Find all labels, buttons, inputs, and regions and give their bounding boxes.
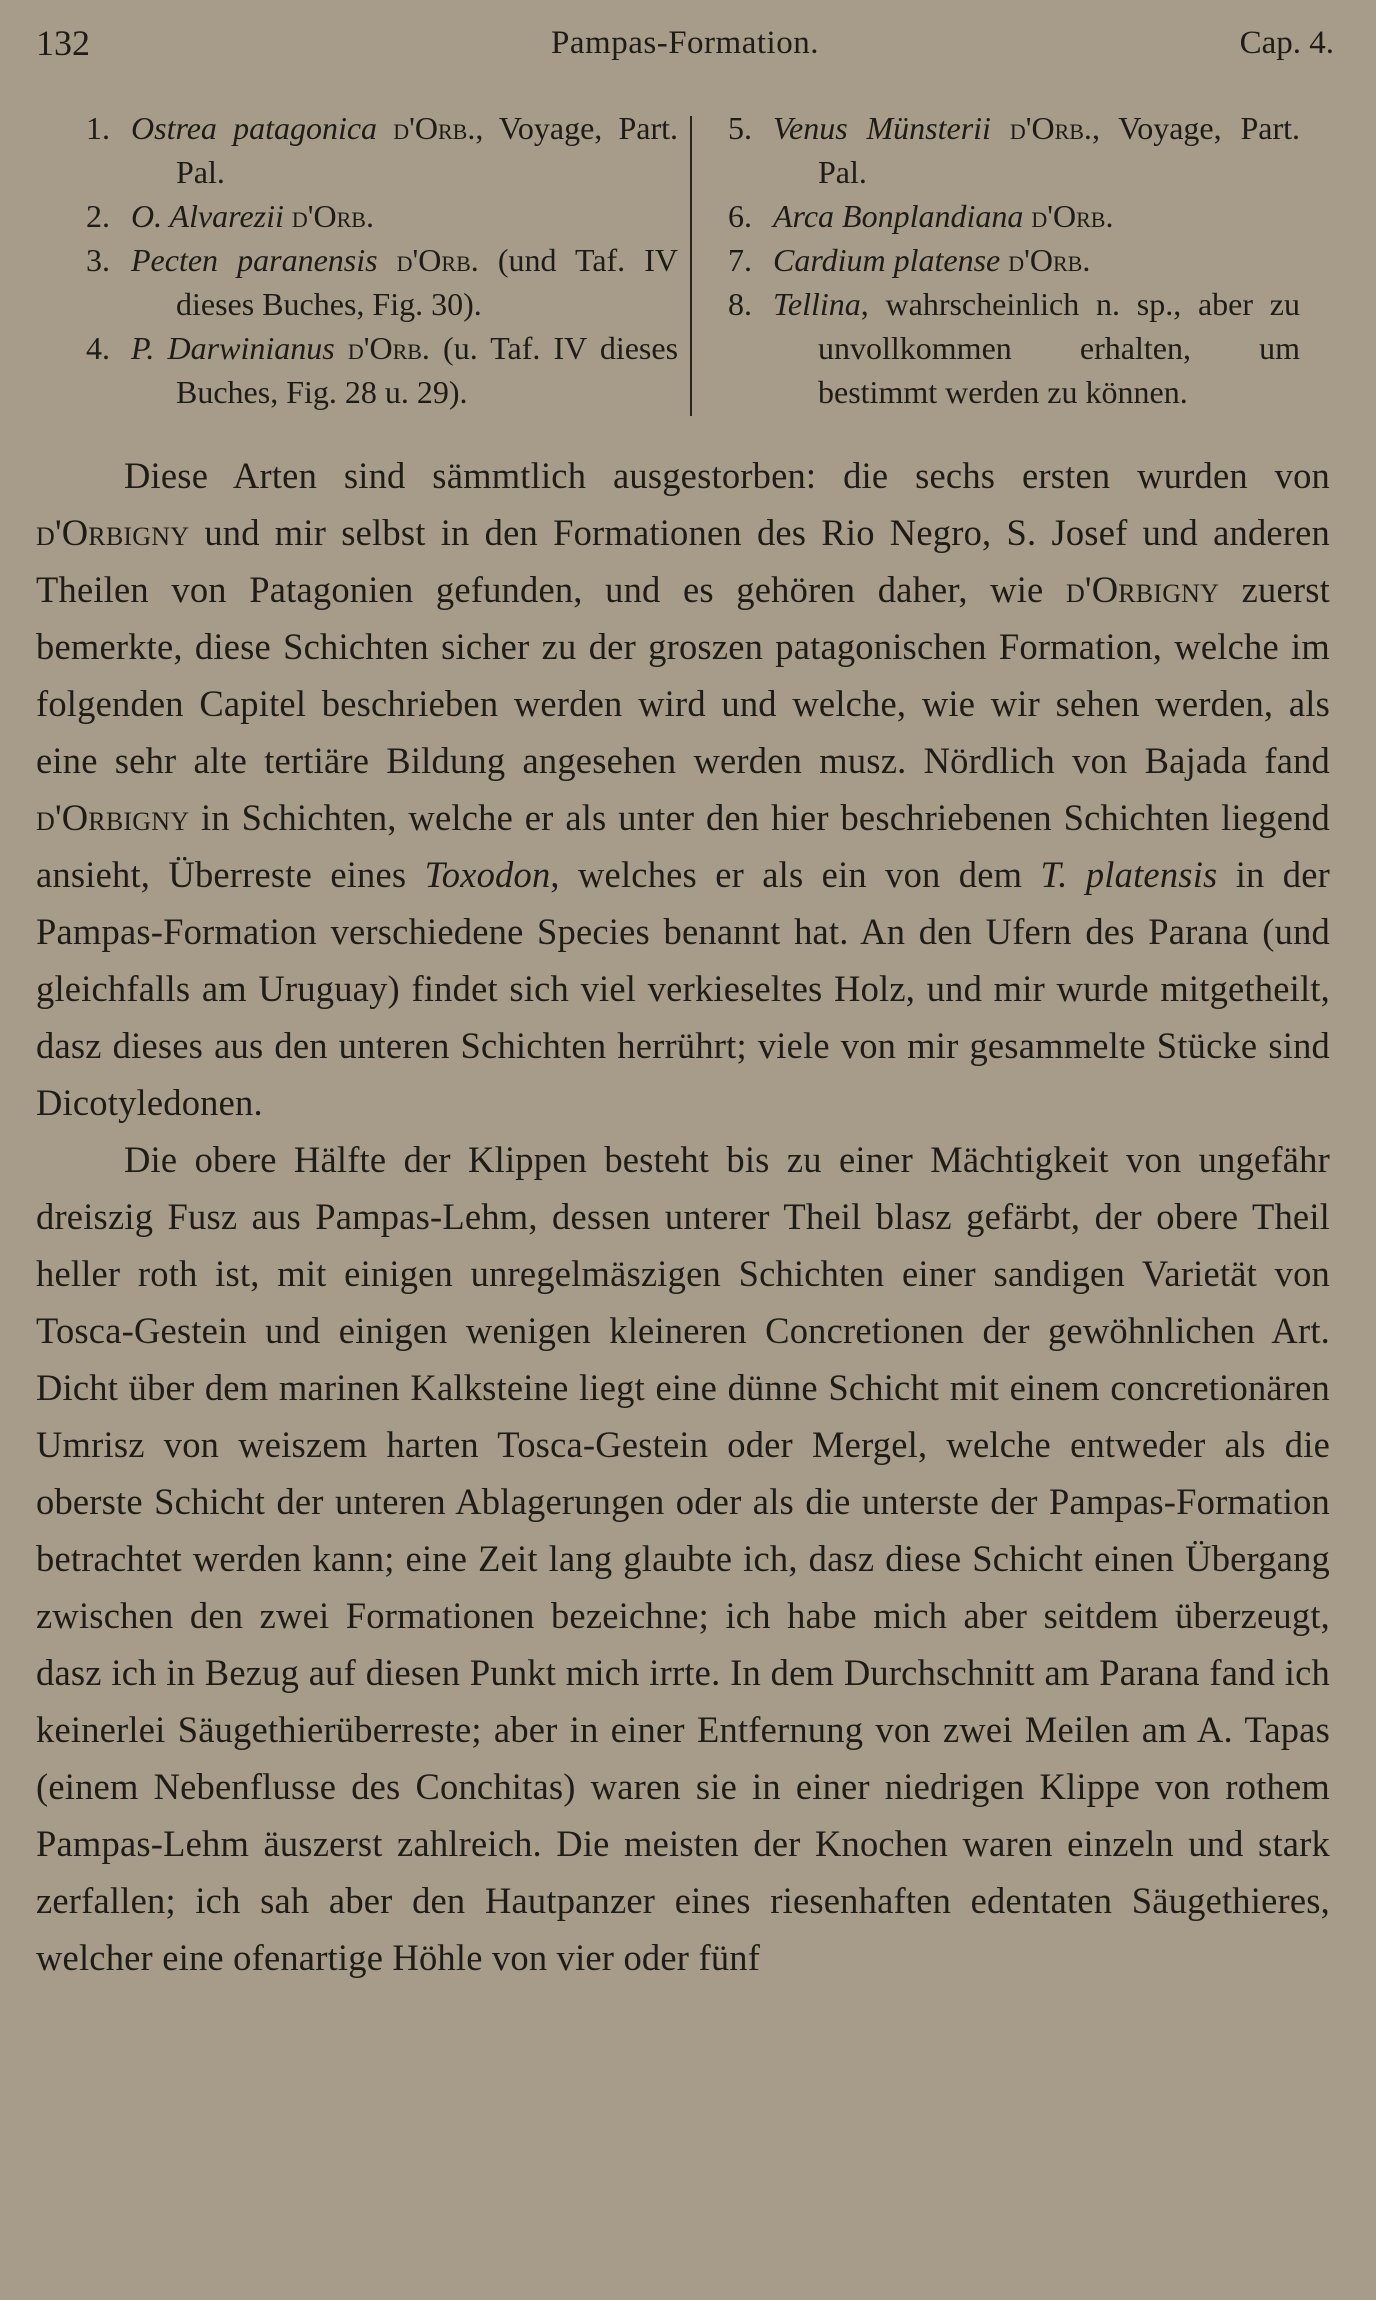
body-text xyxy=(36,447,1330,1986)
chapter-label: Cap. 4. xyxy=(1239,25,1334,61)
species-item: 6. Arca Bonplandiana d'Orb. xyxy=(728,198,1114,234)
species-item: 5. Venus Münsterii d'Orb., Voyage, Part. Pal. xyxy=(728,110,1301,190)
author-name: d'Orbigny xyxy=(36,512,190,553)
author-name: d'Orbigny xyxy=(36,797,190,838)
species-item: 1. Ostrea patagonica d'Orb., Voyage, Part. Pal. xyxy=(86,110,679,190)
species-item: 4. P. Darwinianus d'Orb. (u. Taf. IV dieses Buches, Fig. 28 u. 29). xyxy=(86,330,679,410)
page-header xyxy=(36,18,1334,68)
column-divider xyxy=(690,116,692,416)
genus-name: Toxodon xyxy=(424,854,551,895)
species-item: 8. Tellina, wahrscheinlich n. sp., aber zu unvollkommen erhalten, um bestimmt werden zu können. xyxy=(728,286,1300,410)
species-list-right xyxy=(728,106,1300,414)
species-item: 7. Cardium platense d'Orb. xyxy=(728,242,1091,278)
author-name: d'Orbigny xyxy=(1065,569,1220,610)
paragraph-2: Die obere Hälfte der Klippen besteht bis zu einer Mächtigkeit von ungefähr dreiszig Fusz aus Pampas-Lehm, dessen unterer Theil blasz gefärbt, der obere Theil heller roth ist, mit einigen unregelmäszigen Schichten einer sandigen Varietät von Tosca-Gestein und einigen wenigen kleineren Concretionen der gewöhnlichen Art. Dicht über dem marinen Kalksteine liegt eine dünne Schicht mit einem concretionären Umrisz von weiszem harten Tosca-Gestein oder Mergel, welche entweder als die oberste Schicht der unteren Ablagerungen oder als die unterste der Pampas-Formation betrachtet werden kann; eine Zeit lang glaubte ich, dasz diese Schicht einen Übergang zwischen den zwei Formationen bezeichne; ich habe mich aber seitdem überzeugt, dasz ich in Bezug auf diesen Punkt mich irrte. In dem Durchschnitt am Parana fand ich keinerlei Säugethierüberreste; aber in einer Entfernung von zwei Meilen am A. Tapas (einem Nebenflusse des Conchitas) waren sie in einer niedrigen Klippe von rothem Pampas-Lehm äuszerst zahlreich. Die meisten der Knochen waren einzeln und stark zerfallen; ich sah aber den Hautpanzer eines riesenhaften edentaten Säugethieres, welcher eine ofenartige Höhle von vier oder fünf xyxy=(36,1139,1330,1978)
species-list-left xyxy=(86,106,678,414)
species-item: 3. Pecten paranensis d'Orb. (und Taf. IV dieses Buches, Fig. 30). xyxy=(86,242,679,322)
species-item: 2. O. Alvarezii d'Orb. xyxy=(86,198,374,234)
species-name: T. platensis xyxy=(1040,854,1218,895)
paragraph-1: Diese Arten sind sämmtlich ausgestorben: die sechs ersten wurden von d'Orbigny und mir selbst in den Formationen des Rio Negro, S. Josef und anderen Theilen von Patagonien gefunden, und es gehören daher, wie d'Orbigny zuerst bemerkte, diese Schichten sicher zu der groszen patagonischen Formation, welche im folgenden Capitel beschrieben werden wird und welche, wie wir sehen werden, als eine sehr alte tertiäre Bildung angesehen werden musz. Nördlich von Bajada fand d'Orbigny in Schichten, welche er als unter den hier beschriebenen Schichten liegend ansieht, Überreste eines Toxodon, welches er als ein von dem T. platensis in der Pampas-Formation verschiedene Species benannt hat. An den Ufern des Parana (und gleichfalls am Uruguay) findet sich viel verkieseltes Holz, und mir wurde mitgetheilt, dasz dieses aus den unteren Schichten herrührt; viele von mir gesammelte Stücke sind Dicotyledonen. xyxy=(36,455,1330,1123)
running-title: Pampas-Formation. xyxy=(551,25,819,61)
page-number: 132 xyxy=(36,23,90,63)
